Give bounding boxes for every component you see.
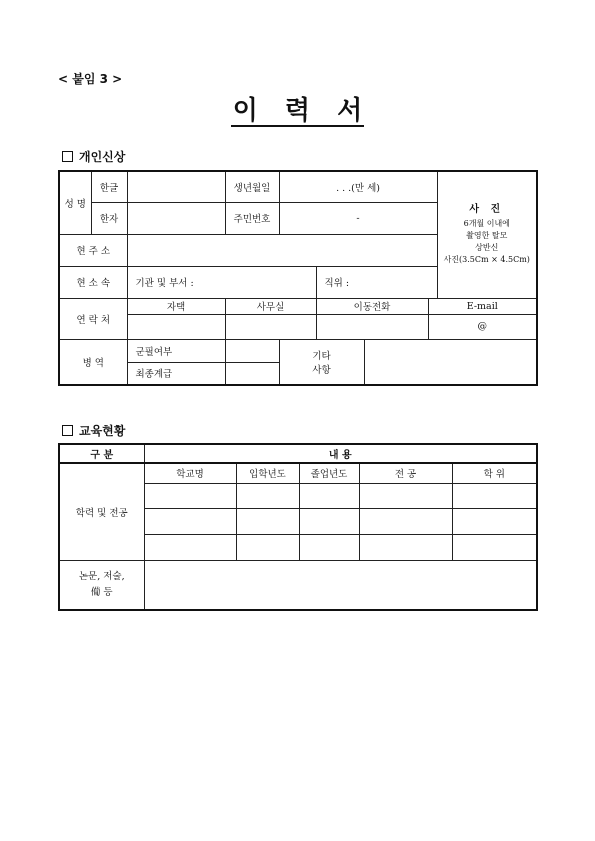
- degree-field[interactable]: [452, 534, 537, 560]
- affiliation-field[interactable]: 기관 및 부서 :: [127, 266, 316, 298]
- checkbox-square-icon: [62, 425, 73, 436]
- mobile-phone-label: 이동전화: [316, 298, 428, 314]
- email-field[interactable]: @: [428, 314, 537, 339]
- major-field[interactable]: [359, 483, 452, 508]
- military-label: 병 역: [59, 339, 127, 385]
- home-phone-field[interactable]: [127, 314, 225, 339]
- other-label-line: 사항: [312, 364, 331, 376]
- school-field[interactable]: [144, 534, 236, 560]
- admission-field[interactable]: [236, 483, 299, 508]
- column-major: 전 공: [359, 463, 452, 483]
- home-phone-label: 자택: [127, 298, 225, 314]
- military-status-field[interactable]: [225, 339, 279, 362]
- email-label: E-mail: [428, 298, 537, 314]
- category-header: 구 분: [59, 444, 144, 463]
- birth-field[interactable]: . . .(만 세): [279, 171, 437, 202]
- column-school: 학교명: [144, 463, 236, 483]
- contact-label: 연 락 처: [59, 298, 127, 339]
- education-table: [58, 443, 538, 611]
- birth-label: 생년월일: [225, 171, 279, 202]
- photo-note: 6개월 이내에: [463, 218, 510, 228]
- photo-note: 사진(3.5Cm × 4.5Cm): [443, 254, 530, 264]
- other-label-line: 기타: [312, 350, 331, 362]
- korean-name-field[interactable]: [127, 171, 225, 202]
- affiliation-label: 현 소 속: [59, 266, 127, 298]
- school-field[interactable]: [144, 508, 236, 534]
- column-admission-year: 입학년도: [236, 463, 299, 483]
- photo-title: 사 진: [469, 203, 505, 215]
- hanja-name-field[interactable]: [127, 202, 225, 234]
- thesis-label-line: 僃 등: [90, 586, 113, 598]
- thesis-label: [59, 560, 144, 610]
- admission-field[interactable]: [236, 508, 299, 534]
- military-status-label: 군필여부: [127, 339, 225, 362]
- major-field[interactable]: [359, 508, 452, 534]
- admission-field[interactable]: [236, 534, 299, 560]
- address-label: 현 주 소: [59, 234, 127, 266]
- final-rank-label: 최종계급: [127, 362, 225, 385]
- other-label: [279, 339, 364, 385]
- thesis-label-line: 논문, 저술,: [78, 570, 125, 582]
- position-field[interactable]: 직위 :: [316, 266, 437, 298]
- school-field[interactable]: [144, 483, 236, 508]
- major-field[interactable]: [359, 534, 452, 560]
- checkbox-square-icon: [62, 151, 73, 162]
- attachment-label: < 붙임 3 >: [58, 72, 123, 86]
- column-degree: 학 위: [452, 463, 537, 483]
- section-title: 개인신상: [79, 150, 126, 164]
- final-rank-field[interactable]: [225, 362, 279, 385]
- photo-note: 촬영한 탈모: [466, 230, 508, 240]
- section-title: 교육현황: [79, 424, 126, 438]
- mobile-phone-field[interactable]: [316, 314, 428, 339]
- content-header: 내 용: [144, 444, 537, 463]
- korean-label: 한글: [91, 171, 127, 202]
- page-title: [0, 96, 595, 127]
- section-education-heading: [62, 422, 125, 439]
- column-graduation-year: 졸업년도: [299, 463, 359, 483]
- office-phone-label: 사무실: [225, 298, 316, 314]
- office-phone-field[interactable]: [225, 314, 316, 339]
- thesis-field[interactable]: [144, 560, 537, 610]
- degree-field[interactable]: [452, 508, 537, 534]
- id-field[interactable]: -: [279, 202, 437, 234]
- education-row-label: 학력 및 전공: [59, 463, 144, 560]
- graduation-field[interactable]: [299, 508, 359, 534]
- photo-note: 상반신: [475, 242, 499, 252]
- title-text: 이 력 서: [232, 96, 363, 126]
- hanja-label: 한자: [91, 202, 127, 234]
- section-personal-heading: [62, 148, 125, 165]
- degree-field[interactable]: [452, 483, 537, 508]
- graduation-field[interactable]: [299, 534, 359, 560]
- id-label: 주민번호: [225, 202, 279, 234]
- name-label: 성 명: [59, 171, 91, 234]
- personal-info-table: [58, 170, 538, 386]
- address-field[interactable]: [127, 234, 437, 266]
- graduation-field[interactable]: [299, 483, 359, 508]
- other-field[interactable]: [364, 339, 537, 385]
- photo-box[interactable]: [437, 171, 537, 298]
